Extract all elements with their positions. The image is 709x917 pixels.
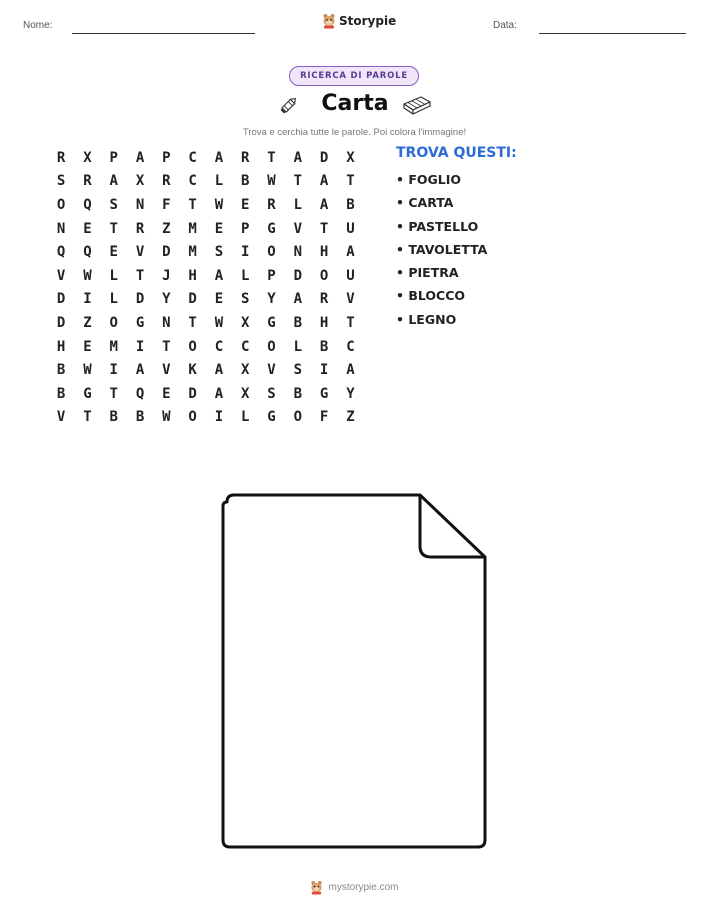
grid-letter[interactable]: T: [162, 338, 171, 355]
grid-letter[interactable]: U: [346, 220, 355, 237]
grid-letter[interactable]: Z: [162, 220, 171, 237]
grid-letter[interactable]: U: [346, 267, 355, 284]
grid-letter[interactable]: A: [293, 149, 303, 166]
grid-letter[interactable]: M: [188, 220, 197, 237]
grid-letter[interactable]: T: [188, 196, 197, 213]
grid-letter[interactable]: S: [241, 291, 250, 308]
grid-letter[interactable]: V: [56, 267, 66, 284]
grid-letter[interactable]: D: [319, 149, 329, 166]
grid-letter[interactable]: A: [214, 149, 224, 166]
grid-letter[interactable]: B: [135, 409, 145, 426]
grid-letter[interactable]: G: [83, 385, 92, 402]
grid-letter[interactable]: E: [109, 244, 118, 261]
grid-letter[interactable]: S: [56, 173, 66, 190]
grid-letter[interactable]: B: [56, 362, 66, 379]
grid-letter[interactable]: X: [83, 149, 92, 166]
grid-letter[interactable]: O: [188, 409, 197, 426]
grid-letter[interactable]: G: [135, 314, 145, 331]
footer-url: mystorypie.com: [328, 882, 399, 893]
grid-letter[interactable]: R: [162, 173, 171, 190]
grid-letter[interactable]: D: [188, 291, 197, 308]
grid-letter[interactable]: E: [214, 220, 224, 237]
grid-letter[interactable]: D: [56, 291, 66, 308]
brand-logo: [322, 13, 396, 29]
grid-letter[interactable]: E: [241, 196, 250, 213]
grid-letter[interactable]: B: [109, 409, 118, 426]
grid-letter[interactable]: I: [319, 362, 329, 379]
page-title: Carta: [321, 91, 389, 116]
grid-letter[interactable]: N: [293, 244, 303, 261]
word-list-title: TROVA QUESTI:: [396, 145, 517, 161]
grid-letter[interactable]: L: [241, 267, 250, 284]
grid-letter[interactable]: I: [109, 362, 118, 379]
storypie-mascot-icon: [310, 880, 323, 895]
grid-letter[interactable]: E: [83, 338, 92, 355]
grid-letter[interactable]: V: [56, 409, 66, 426]
grid-letter[interactable]: O: [56, 196, 66, 213]
grid-letter[interactable]: A: [135, 362, 145, 379]
grid-letter[interactable]: A: [214, 362, 224, 379]
brand-name: Storypie: [339, 14, 397, 28]
grid-letter[interactable]: O: [188, 338, 197, 355]
grid-letter[interactable]: L: [293, 196, 303, 213]
word-item: • TAVOLETTA: [396, 241, 488, 257]
grid-letter[interactable]: L: [241, 409, 250, 426]
grid-letter[interactable]: O: [293, 409, 303, 426]
grid-letter[interactable]: X: [241, 385, 250, 402]
grid-letter[interactable]: C: [188, 149, 197, 166]
grid-letter[interactable]: B: [346, 196, 355, 213]
paper-sheet-drawing: [218, 490, 492, 854]
grid-letter[interactable]: A: [319, 196, 329, 213]
grid-letter[interactable]: G: [267, 314, 276, 331]
grid-letter[interactable]: H: [188, 267, 197, 284]
grid-letter[interactable]: C: [214, 338, 224, 355]
grid-letter[interactable]: P: [109, 149, 118, 166]
grid-letter[interactable]: X: [135, 173, 145, 190]
grid-letter[interactable]: M: [188, 244, 197, 261]
grid-letter[interactable]: R: [83, 173, 92, 190]
footer: [0, 880, 709, 895]
grid-letter[interactable]: V: [346, 291, 355, 308]
grid-letter[interactable]: I: [214, 409, 224, 426]
grid-letter[interactable]: B: [319, 338, 329, 355]
grid-letter[interactable]: K: [188, 362, 197, 379]
eraser-icon: [401, 94, 433, 116]
name-line[interactable]: [72, 33, 255, 34]
grid-letter[interactable]: V: [293, 220, 303, 237]
grid-letter[interactable]: S: [109, 196, 118, 213]
grid-letter[interactable]: R: [319, 291, 329, 308]
grid-letter[interactable]: G: [267, 409, 276, 426]
grid-letter[interactable]: Q: [83, 196, 92, 213]
grid-letter[interactable]: L: [109, 291, 118, 308]
grid-letter[interactable]: T: [135, 267, 145, 284]
grid-letter[interactable]: P: [267, 267, 276, 284]
grid-letter[interactable]: I: [83, 291, 92, 308]
grid-letter[interactable]: D: [56, 314, 66, 331]
grid-letter[interactable]: D: [293, 267, 303, 284]
grid-letter[interactable]: B: [293, 314, 303, 331]
grid-letter[interactable]: R: [135, 220, 145, 237]
grid-letter[interactable]: A: [293, 291, 303, 308]
grid-letter[interactable]: L: [293, 338, 303, 355]
grid-letter[interactable]: O: [319, 267, 329, 284]
date-label: Data:: [493, 20, 517, 31]
grid-letter[interactable]: S: [214, 244, 224, 261]
grid-letter[interactable]: Y: [162, 291, 171, 308]
grid-letter[interactable]: C: [241, 338, 250, 355]
grid-letter[interactable]: E: [162, 385, 171, 402]
grid-letter[interactable]: L: [109, 267, 118, 284]
grid-letter[interactable]: T: [109, 385, 118, 402]
grid-letter[interactable]: N: [135, 196, 145, 213]
word-list: [396, 171, 487, 334]
grid-letter[interactable]: D: [162, 244, 171, 261]
grid-letter[interactable]: W: [83, 362, 92, 379]
grid-letter[interactable]: S: [267, 385, 276, 402]
grid-letter[interactable]: T: [346, 314, 355, 331]
grid-letter[interactable]: M: [109, 338, 118, 355]
storypie-mascot-icon: [322, 13, 336, 29]
grid-letter[interactable]: D: [135, 291, 145, 308]
activity-badge: RICERCA DI PAROLE: [289, 66, 419, 86]
grid-letter[interactable]: Q: [83, 244, 92, 261]
grid-letter[interactable]: J: [162, 267, 171, 284]
grid-letter[interactable]: I: [241, 244, 250, 261]
grid-letter[interactable]: I: [135, 338, 145, 355]
grid-letter[interactable]: R: [56, 149, 66, 166]
grid-letter[interactable]: O: [267, 244, 276, 261]
grid-letter[interactable]: Z: [83, 314, 92, 331]
grid-letter[interactable]: X: [241, 362, 250, 379]
grid-letter[interactable]: V: [135, 244, 145, 261]
grid-letter[interactable]: N: [162, 314, 171, 331]
grid-letter[interactable]: T: [267, 149, 276, 166]
grid-letter[interactable]: A: [346, 244, 355, 261]
grid-letter[interactable]: E: [214, 291, 224, 308]
grid-letter[interactable]: H: [319, 244, 329, 261]
grid-letter[interactable]: B: [241, 173, 250, 190]
grid-letter[interactable]: V: [267, 362, 276, 379]
word-item: • CARTA: [396, 195, 454, 211]
date-line[interactable]: [539, 33, 686, 34]
grid-letter[interactable]: F: [319, 409, 329, 426]
grid-letter[interactable]: A: [319, 173, 329, 190]
grid-letter[interactable]: W: [214, 196, 224, 213]
word-item: • PIETRA: [396, 265, 459, 281]
word-item: • LEGNO: [396, 311, 457, 327]
grid-letter[interactable]: P: [162, 149, 171, 166]
grid-letter[interactable]: B: [56, 385, 66, 402]
grid-letter[interactable]: O: [109, 314, 118, 331]
instructions: Trova e cerchia tutte le parole. Poi colora l'immagine!: [242, 127, 467, 138]
grid-letter[interactable]: C: [346, 338, 355, 355]
grid-letter[interactable]: N: [56, 220, 66, 237]
word-item: • PASTELLO: [396, 218, 479, 234]
grid-letter[interactable]: H: [319, 314, 329, 331]
grid-letter[interactable]: L: [214, 173, 224, 190]
name-label: Nome:: [23, 20, 53, 31]
grid-letter[interactable]: T: [319, 220, 329, 237]
grid-letter[interactable]: A: [109, 173, 118, 190]
grid-letter[interactable]: T: [188, 314, 197, 331]
word-item: • BLOCCO: [396, 288, 465, 304]
grid-letter[interactable]: E: [83, 220, 92, 237]
grid-letter[interactable]: A: [214, 385, 224, 402]
grid-letter[interactable]: T: [293, 173, 303, 190]
grid-letter[interactable]: X: [346, 149, 355, 166]
grid-letter[interactable]: D: [188, 385, 197, 402]
grid-letter[interactable]: T: [83, 409, 92, 426]
grid-letter[interactable]: Q: [56, 244, 66, 261]
grid-letter[interactable]: A: [346, 362, 355, 379]
grid-letter[interactable]: T: [109, 220, 118, 237]
grid-letter[interactable]: T: [346, 173, 355, 190]
grid-letter[interactable]: W: [214, 314, 224, 331]
grid-letter[interactable]: Z: [346, 409, 355, 426]
grid-letter[interactable]: W: [267, 173, 276, 190]
grid-letter[interactable]: W: [83, 267, 92, 284]
word-search-grid: [48, 146, 364, 429]
grid-letter[interactable]: H: [56, 338, 66, 355]
grid-letter[interactable]: W: [162, 409, 171, 426]
grid-letter[interactable]: V: [162, 362, 171, 379]
grid-letter[interactable]: G: [319, 385, 329, 402]
grid-letter[interactable]: A: [135, 149, 145, 166]
grid-letter[interactable]: F: [162, 196, 171, 213]
grid-letter[interactable]: Y: [346, 385, 355, 402]
grid-letter[interactable]: X: [241, 314, 250, 331]
grid-letter[interactable]: R: [267, 196, 276, 213]
grid-letter[interactable]: P: [241, 220, 250, 237]
crayon-icon: [277, 93, 301, 117]
grid-letter[interactable]: O: [267, 338, 276, 355]
grid-letter[interactable]: A: [214, 267, 224, 284]
word-item: • FOGLIO: [396, 172, 462, 187]
grid-letter[interactable]: Y: [267, 291, 276, 308]
grid-letter[interactable]: S: [293, 362, 303, 379]
grid-letter[interactable]: Q: [135, 385, 145, 402]
grid-letter[interactable]: B: [293, 385, 303, 402]
grid-letter[interactable]: C: [188, 173, 197, 190]
grid-letter[interactable]: G: [267, 220, 276, 237]
grid-letter[interactable]: R: [241, 149, 250, 166]
